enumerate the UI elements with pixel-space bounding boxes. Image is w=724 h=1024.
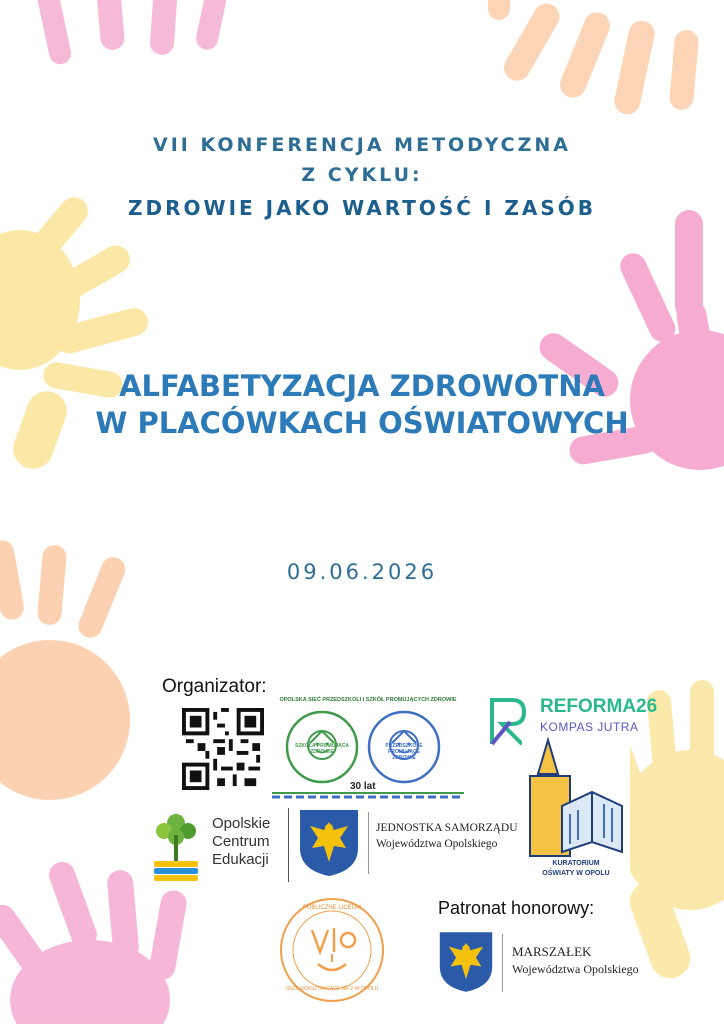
jst-line-1: JEDNOSTKA SAMORZĄDU	[376, 822, 518, 834]
oce-line-3: Edukacji	[212, 851, 269, 868]
network-header: OPOLSKA SIEĆ PRZEDSZKOLI I SZKÓŁ PROMUJĄCYCH ZDROWIE	[279, 697, 457, 703]
kuratorium-line-1: KURATORIUM	[552, 860, 600, 867]
main-title-line-2: W PLACÓWKACH OŚWIATOWYCH	[95, 406, 629, 440]
oce-line-2: Centrum	[212, 833, 270, 850]
reforma-main-text: REFORMA26	[540, 696, 658, 717]
peach-hand-top-right	[488, 0, 699, 117]
kuratorium-logo	[522, 734, 630, 884]
qr-code-icon	[182, 708, 264, 790]
jst-logo	[298, 808, 518, 882]
marszalek-eagle-icon	[438, 930, 494, 994]
reforma-sub-text: KOMPAS JUTRA	[540, 720, 639, 734]
vlo-top-text: PUBLICZNE LICEUM	[302, 905, 361, 911]
marszalek-line-1: MARSZAŁEK	[512, 944, 592, 959]
eagle-coat-of-arms-icon	[298, 808, 360, 878]
kuratorium-line-2: OŚWIATY W OPOLU	[542, 870, 610, 877]
marszalek-logo	[434, 926, 644, 1006]
conference-theme: ZDROWIE JAKO WARTOŚĆ I ZASÓB	[128, 196, 596, 220]
jst-divider	[368, 812, 369, 874]
marszalek-divider	[502, 934, 503, 992]
logo-divider	[288, 808, 289, 882]
vlo-logo	[278, 896, 386, 1004]
marszalek-line-2: Województwa Opolskiego	[512, 962, 639, 976]
patronage-label: Patronat honorowy:	[438, 898, 595, 918]
network-logo	[272, 697, 464, 801]
oce-logo	[150, 805, 290, 885]
conference-line-2: Z CYKLU:	[301, 164, 423, 186]
vlo-bottom-text: OGÓLNOKSZTAŁCĄCE NR V W OPOLU	[285, 986, 379, 992]
pink-hand-top-left	[34, 0, 228, 66]
organizer-label: Organizator:	[162, 676, 267, 697]
conference-line-1: VII KONFERENCJA METODYCZNA	[153, 134, 571, 156]
years-text: 30 lat	[350, 781, 376, 792]
school-badge-text: SZKOŁA PROMUJĄCA ZDROWIE	[295, 743, 349, 755]
main-title-line-1: ALFABETYZACJA ZDROWOTNA	[119, 369, 605, 403]
jst-line-2: Województwa Opolskiego	[376, 838, 498, 850]
oce-line-1: Opolskie	[212, 815, 271, 832]
preschool-badge-text: PRZEDSZKOLE PROMUJĄCE ZDROWIE	[385, 743, 423, 761]
tree-books-icon	[150, 805, 202, 885]
event-date: 09.06.2026	[286, 560, 438, 584]
